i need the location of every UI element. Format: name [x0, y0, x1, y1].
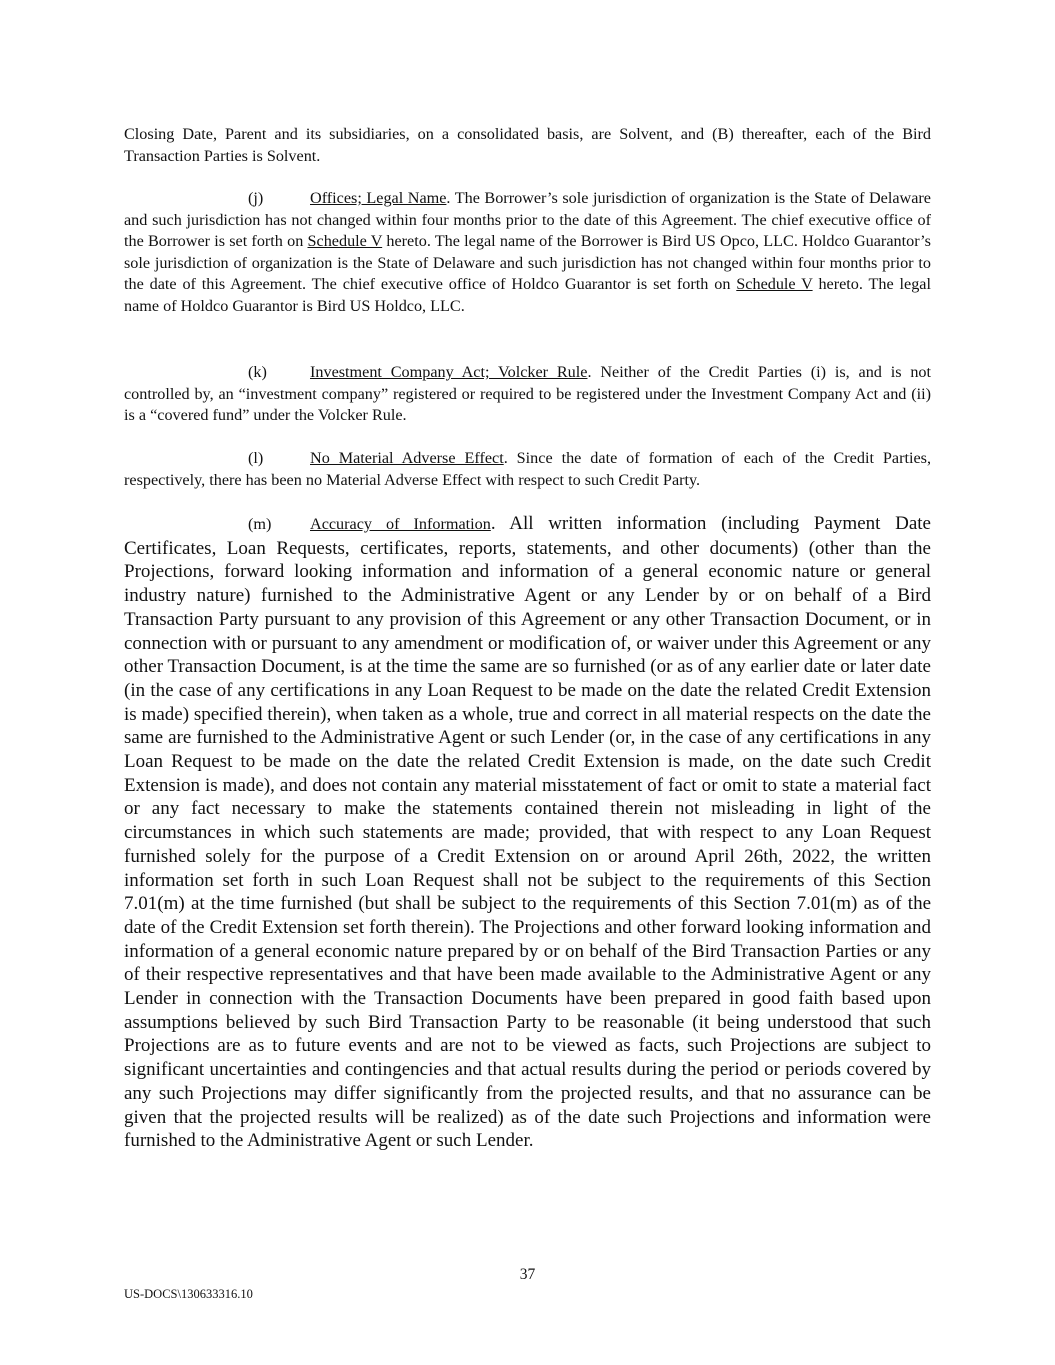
section-number-k: (k): [248, 363, 267, 381]
text-k: . Neither of the Credit Parties (i) is, and is not controlled by, an “investment company” registered or required to be registered under the Investment Company Act and (ii) is a “covered fund” under the Volcker Rule.: [124, 363, 932, 424]
paragraph-intro: Closing Date, Parent and its subsidiaries, on a consolidated basis, are Solvent, and (B) thereafter, each of the Bird Transaction Parties is Solvent.: [124, 125, 931, 165]
heading-no-material-adverse-effect: No Material Adverse Effect: [310, 449, 504, 467]
heading-investment-company-act: Investment Company Act; Volcker Rule: [310, 363, 588, 381]
section-number-l: (l): [248, 449, 264, 467]
paragraph-l-no-mae: [124, 448, 931, 491]
paragraph-m-accuracy: [124, 512, 931, 1153]
heading-offices-legal-name: Offices; Legal Name: [310, 189, 447, 207]
text-j-3: hereto. The legal name of Holdco Guarantor is Bird US Holdco, LLC.: [124, 275, 931, 315]
text-j-2: hereto. The legal name of the Borrower is Bird US Opco, LLC. Holdco Guarantor’s sole jurisdiction of organization is the State of Delaware and such jurisdiction has not changed within four months prior to the date of this Agreement. The chief executive office of Holdco Guarantor is set forth on: [124, 232, 931, 293]
heading-accuracy-of-information: Accuracy of Information: [310, 515, 491, 533]
paragraph-k-investment-company: [124, 362, 931, 427]
paragraph-j-offices: [124, 188, 931, 317]
schedule-v-link-1: Schedule V: [307, 232, 383, 250]
document-id: US-DOCS\130633316.10: [124, 1287, 253, 1301]
text-m: . All written information (including Payment Date Certificates, Loan Requests, certificates, reports, statements, and other documents) (other than the Projections, forward looking information and information of a general economic nature or general industry nature) furnished to the Administrative Agent or any Lender by or on behalf of a Bird Transaction Party pursuant to any provision of this Agreement or any other Transaction Document, or in connection with or pursuant to any amendment or modification of, or waiver under this Agreement or any other Transaction Document, is at the time the same are so furnished (or as of any earlier date or later date (in the case of any certifications in any Loan Request to be made on the date the related Credit Extension is made) specified therein), when taken as a whole, true and correct in all material respects on the date the same are furnished to the Administrative Agent or such Lender (or, in the case of any certifications in any Loan Request to be made on the date the related Credit Extension is made, on the date such Credit Extension is made), and does not contain any material misstatement of fact or omit to state a material fact or any fact necessary to make the statements contained therein not misleading in light of the circumstances in which such statements are made; provided, that with respect to any Loan Request furnished solely for the purpose of a Credit Extension on or around April 26th, 2022, the written information set forth in such Loan Request shall not be subject to the requirements of this Section 7.01(m) at the time furnished (but shall be subject to the requirements of this Section 7.01(m) as of the date of the Credit Extension set forth therein). The Projections and other forward looking information and information of a general economic nature prepared by or on behalf of the Bird Transaction Parties or any of their respective representatives and that have been made available to the Administrative Agent or any Lender in connection with the Transaction Documents have been prepared in good faith based upon assumptions believed by such Bird Transaction Party to be reasonable (it being understood that such Projections are as to future events and are not to be viewed as facts, such Projections are subject to significant uncertainties and contingencies and that actual results during the period or periods covered by any such Projections may differ significantly from the projected results, and that no assurance can be given that the projected results will be realized) as of the date such Projections and information were furnished to the Administrative Agent or such Lender.: [124, 513, 931, 1152]
text-l: . Since the date of formation of each of the Credit Parties, respectively, there has been no Material Adverse Effect with respect to such Credit Party.: [124, 449, 931, 489]
section-number-m: (m): [248, 515, 272, 533]
schedule-v-link-2: Schedule V: [736, 275, 813, 293]
text-j-1: . The Borrower’s sole jurisdiction of organization is the State of Delaware and such jurisdiction has not changed within four months prior to the date of this Agreement. The chief executive office of the Borrower is set forth on: [124, 189, 931, 250]
section-number-j: (j): [248, 189, 264, 207]
page-number: 37: [519, 1266, 536, 1283]
